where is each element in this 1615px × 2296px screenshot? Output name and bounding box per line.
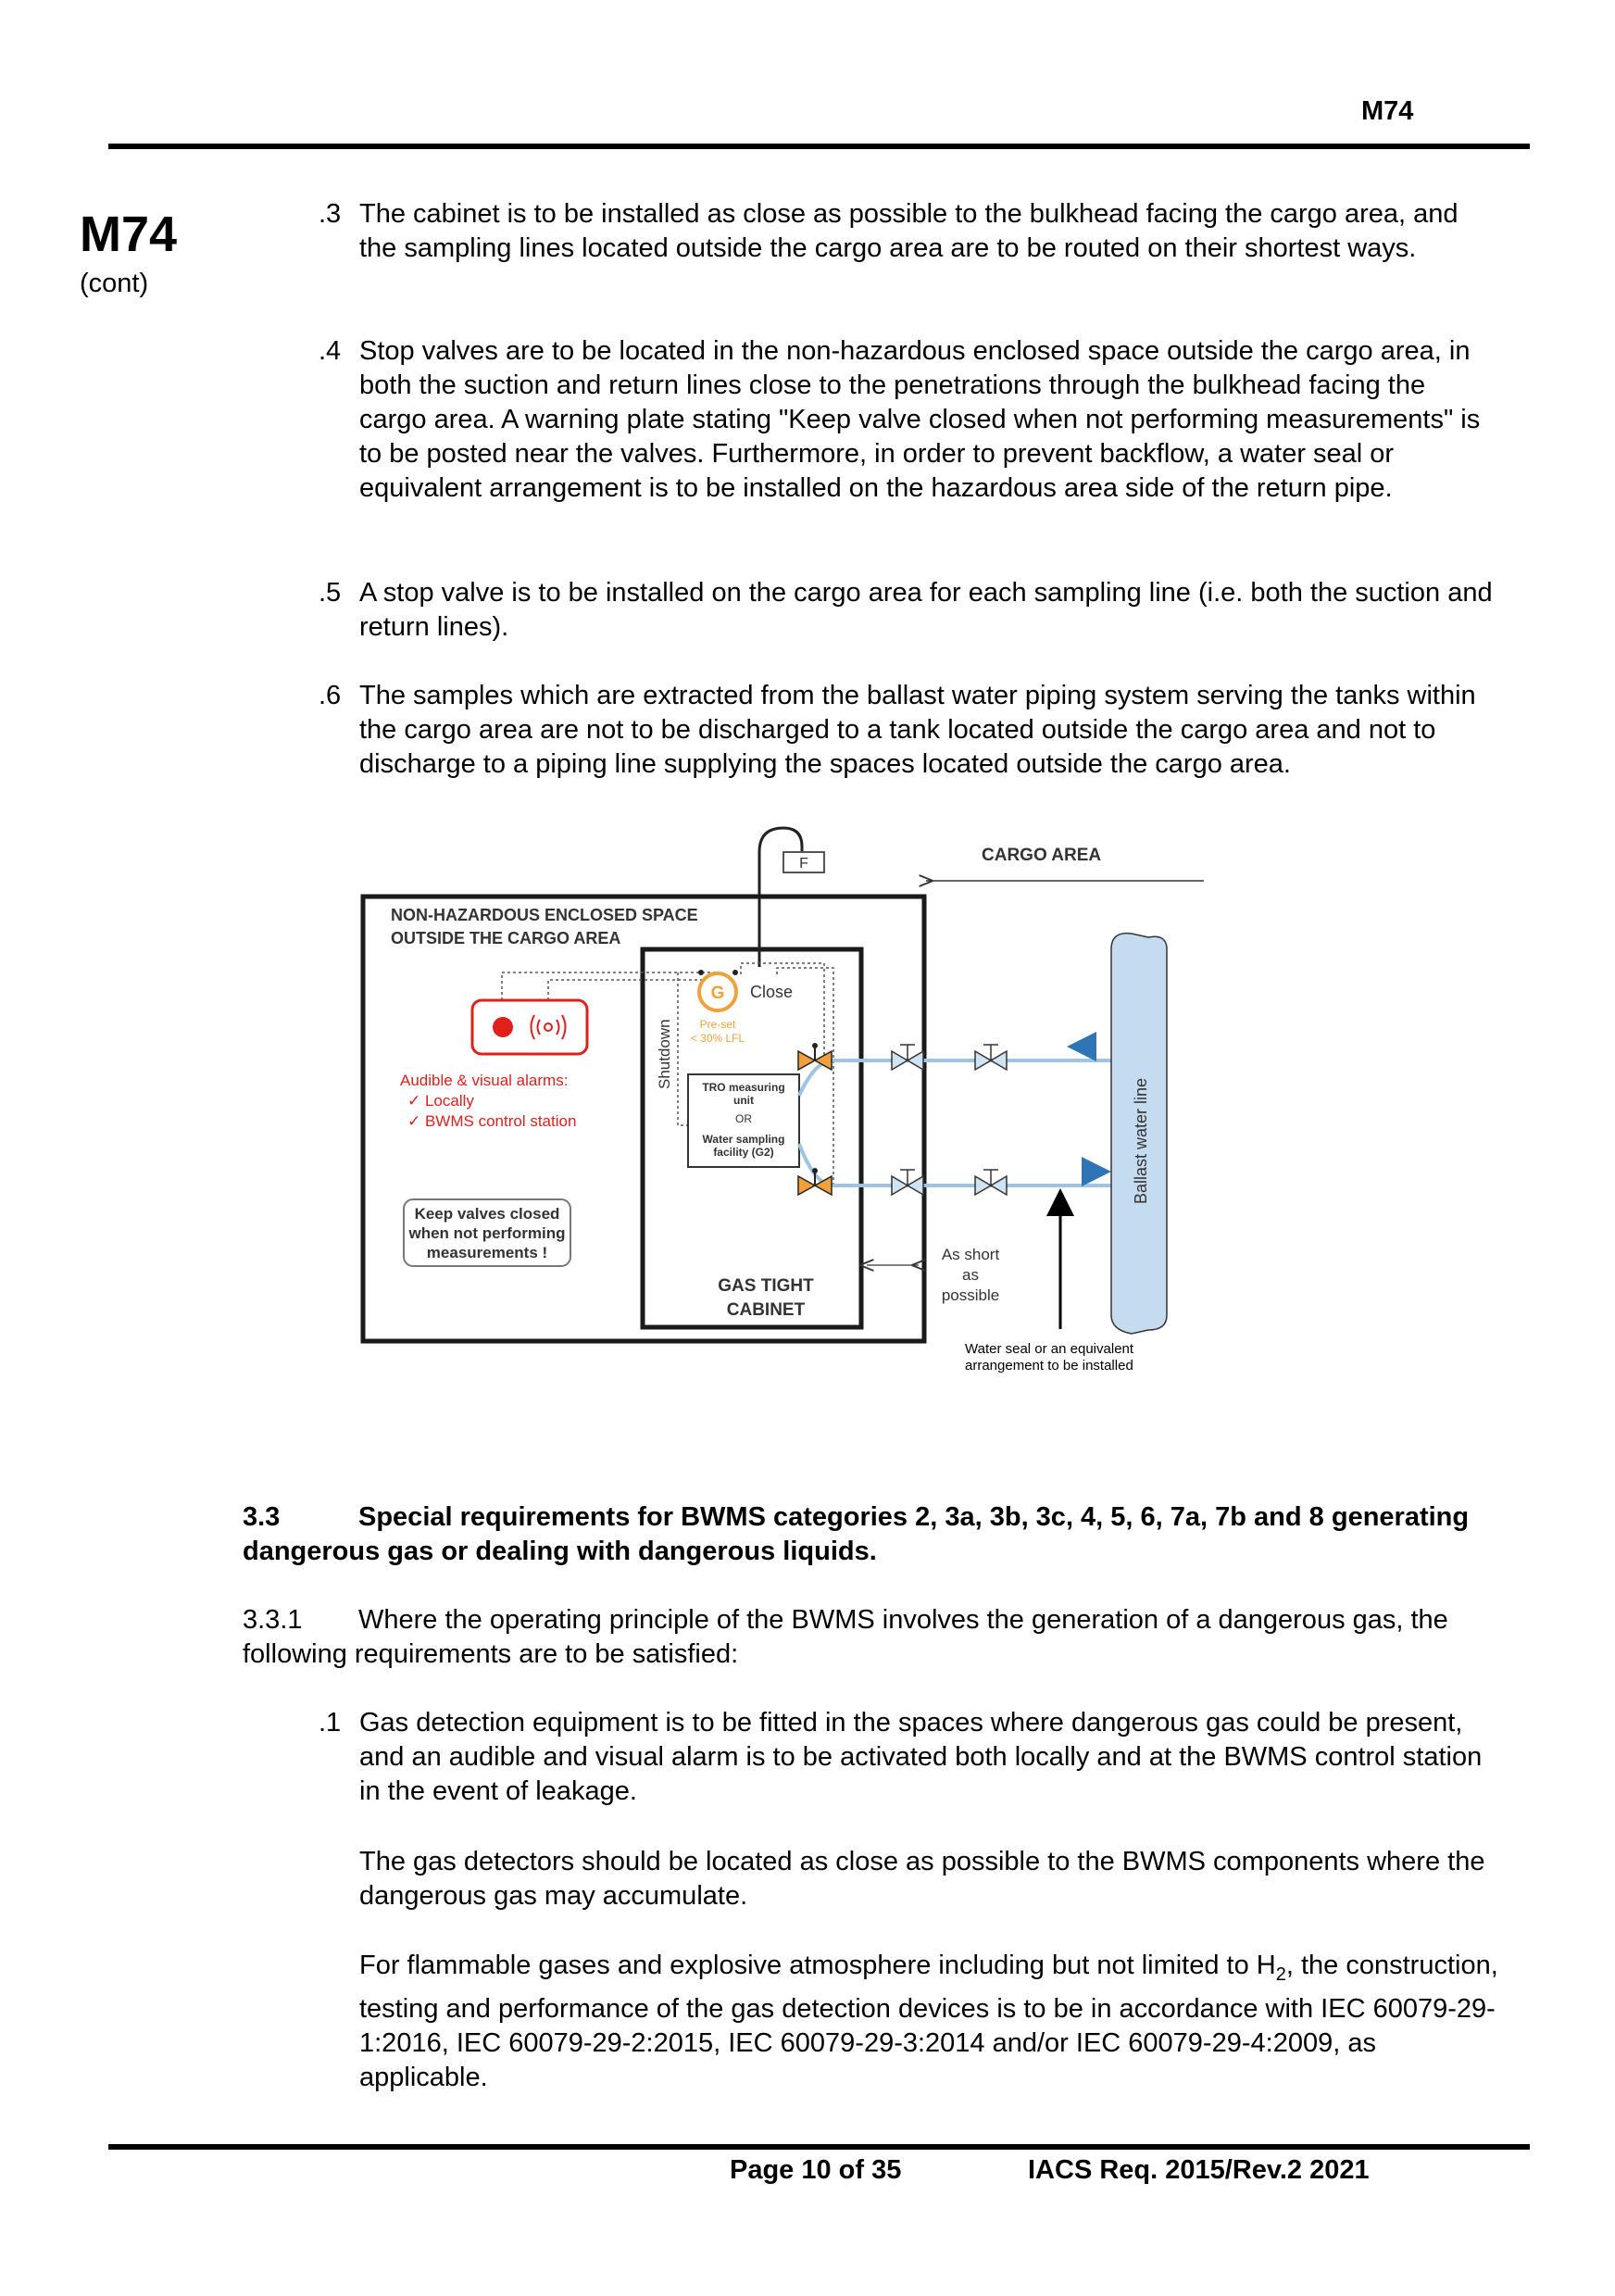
subsection-text: Where the operating principle of the BWMS involves the generation of a dangerous gas, the following requirements are to be satisfied: [243,1605,1448,1669]
page-number: Page 10 of 35 [730,2155,902,2185]
side-code: M74 [80,207,178,262]
header-rule [108,144,1530,149]
header-code: M74 [1361,96,1414,126]
flammable-paragraph [359,1949,1498,2095]
preset-line1: Pre-set [699,1018,736,1031]
shutdown-valve-icon [798,1043,832,1070]
alarm-bwms: ✓ BWMS control station [407,1112,577,1130]
side-cont: (cont) [80,269,149,298]
warning-plate-line2: when not performing [408,1224,566,1242]
section-title: Special requirements for BWMS categories 2, 3a, 3b, 3c, 4, 5, 6, 7a, 7b and 8 generating dangerous gas or dealing with dangerous liquids. [243,1502,1470,1566]
cargo-area-label: CARGO AREA [982,846,1102,865]
item-text: The cabinet is to be installed as close as possible to the bulkhead facing the cargo area, and the sampling lines located outside the cargo area are to be routed on their shortest ways. [359,199,1459,263]
item-number: .4 [319,336,342,366]
item-number: .1 [319,1708,342,1738]
list-item [319,679,1495,782]
warning-plate-line3: measurements ! [426,1244,548,1261]
sampling-pipes [799,1060,1111,1186]
footer-rule [108,2144,1530,2150]
item-number: .5 [319,578,342,608]
item-text: Gas detection equipment is to be fitted in the spaces where dangerous gas could be present, and an audible and visual alarm is to be activated both locally and at the BWMS control station in the event of leakage. [359,1708,1483,1806]
short-line3: possible [941,1286,1000,1304]
close-label: Close [750,983,794,1001]
gas-detector-label: G [710,984,725,1003]
cabinet-label-line2: CABINET [726,1300,806,1320]
shutdown-valve-icon [798,1168,832,1195]
tro-line2: unit [733,1094,754,1107]
water-seal-line1: Water seal or an equivalent [965,1341,1134,1357]
short-line2: as [962,1266,979,1284]
tro-line4: facility (G2) [713,1146,774,1159]
subsection-paragraph [243,1603,1502,1672]
flammable-subscript: 2 [1275,1964,1286,1985]
nonhazardous-label-line1: NON-HAZARDOUS ENCLOSED SPACE [391,906,698,924]
detectors-paragraph: The gas detectors should be located as close as possible to the BWMS components where the dangerous gas may accumulate. [359,1847,1485,1911]
warning-plate-line1: Keep valves closed [414,1205,560,1223]
subsection-number: 3.3.1 [243,1605,303,1635]
alarm-title: Audible & visual alarms: [400,1072,569,1089]
flammable-text-after: , the construction, testing and performance of the gas detection devices is to be in accordance with IEC 60079-29-1:2016, IEC 60079-29-2:2015, IEC 60079-29-3:2014 and/or IEC 60079-29-4:2009, as applicable. [359,1951,1498,2092]
tro-line3: Water sampling [702,1133,785,1146]
list-item [319,197,1495,266]
sampling-arrangement-diagram [352,815,1222,1389]
tro-or: OR [735,1112,752,1125]
alarm-lamp-icon [493,1017,513,1037]
section-number: 3.3 [243,1502,281,1532]
list-item [319,334,1495,506]
section-heading [243,1500,1521,1569]
item-number: .3 [319,199,342,229]
shutdown-label: Shutdown [656,1019,673,1089]
tro-line1: TRO measuring [702,1081,785,1094]
preset-line2: < 30% LFL [690,1032,745,1045]
alarm-locally: ✓ Locally [407,1092,474,1110]
nonhazardous-label-line2: OUTSIDE THE CARGO AREA [391,929,621,947]
cabinet-label-line1: GAS TIGHT [718,1276,814,1296]
item-number: .6 [319,681,342,710]
filter-label: F [799,856,808,872]
water-seal-line2: arrangement to be installed [965,1358,1133,1374]
list-item [319,1706,1495,1809]
document-reference: IACS Req. 2015/Rev.2 2021 [1028,2155,1370,2185]
item-text: A stop valve is to be installed on the cargo area for each sampling line (i.e. both the suction and return lines). [359,578,1493,642]
list-item [319,576,1495,645]
alarm-panel [472,1000,587,1054]
item-text: The samples which are extracted from the ballast water piping system serving the tanks within the cargo area are not to be discharged to a tank located outside the cargo area and not to discharge to a piping line supplying the spaces located outside the cargo area. [359,681,1476,779]
ballast-line-label: Ballast water line [1132,1077,1150,1204]
flammable-text-before: For flammable gases and explosive atmosphere including but not limited to H [359,1951,1276,1980]
stop-valve-icon [892,1045,1007,1195]
short-line1: As short [941,1246,1000,1263]
item-text: Stop valves are to be located in the non-hazardous enclosed space outside the cargo area, in both the suction and return lines close to the penetrations through the bulkhead facing the cargo area. A warning plate stating "Keep valve closed when not performing measurements" is to be posted near the valves. Furthermore, in order to prevent backflow, a water seal or equivalent arrangement is to be installed on the hazardous area side of the return pipe. [359,336,1481,503]
